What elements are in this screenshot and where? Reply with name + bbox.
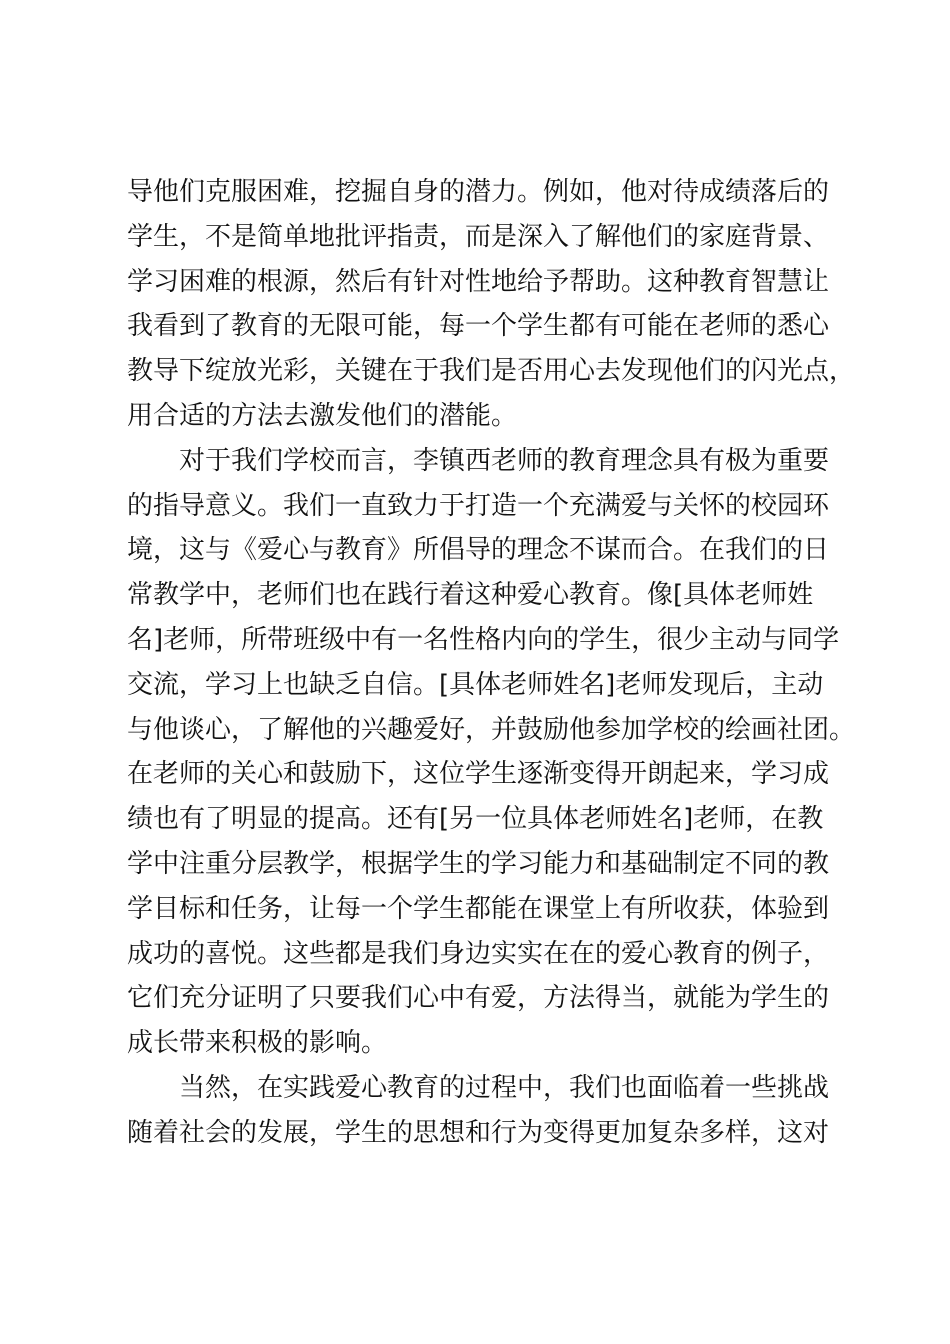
paragraph-3 (127, 1066, 837, 1156)
text-line: 成功的喜悦。这些都是我们身边实实在在的爱心教育的例子， (127, 938, 830, 969)
text-line: 学生，不是简单地批评指责，而是深入了解他们的家庭背景、 (127, 221, 830, 252)
text-line: 在老师的关心和鼓励下，这位学生逐渐变得开朗起来，学习成 (127, 759, 830, 790)
text-line: 的指导意义。我们一直致力于打造一个充满爱与关怀的校园环 (127, 490, 830, 521)
text-line: 教导下绽放光彩，关键在于我们是否用心去发现他们的闪光点， (127, 356, 856, 387)
text-line: 学中注重分层教学，根据学生的学习能力和基础制定不同的教 (127, 848, 830, 879)
text-line: 学习困难的根源，然后有针对性地给予帮助。这种教育智慧让 (127, 266, 830, 297)
text-line: 当然，在实践爱心教育的过程中，我们也面临着一些挑战 (179, 1072, 830, 1103)
text-line: 交流，学习上也缺乏自信。[具体老师姓名]老师发现后，主动 (127, 669, 824, 700)
text-line: 随着社会的发展，学生的思想和行为变得更加复杂多样，这对 (127, 1117, 830, 1148)
text-line: 我看到了教育的无限可能，每一个学生都有可能在老师的悉心 (127, 311, 830, 342)
text-line: 与他谈心，了解他的兴趣爱好，并鼓励他参加学校的绘画社团。 (127, 714, 856, 745)
text-line: 用合适的方法去激发他们的潜能。 (127, 400, 518, 431)
text-line: 成长带来积极的影响。 (127, 1028, 388, 1059)
paragraph-2 (127, 439, 856, 1066)
text-line: 学目标和任务，让每一个学生都能在课堂上有所收获，体验到 (127, 893, 830, 924)
document-body (127, 170, 856, 1156)
text-line: 它们充分证明了只要我们心中有爱，方法得当，就能为学生的 (127, 983, 830, 1014)
text-line: 导他们克服困难，挖掘自身的潜力。例如，他对待成绩落后的 (127, 177, 830, 207)
paragraph-1 (127, 170, 856, 439)
text-line: 常教学中，老师们也在践行着这种爱心教育。像[具体老师姓 (127, 580, 814, 611)
text-line: 境，这与《爱心与教育》所倡导的理念不谋而合。在我们的日 (127, 535, 830, 566)
text-line: 名]老师，所带班级中有一名性格内向的学生，很少主动与同学 (127, 624, 840, 655)
text-line: 绩也有了明显的提高。还有[另一位具体老师姓名]老师，在教 (127, 804, 824, 835)
text-line: 对于我们学校而言，李镇西老师的教育理念具有极为重要 (179, 445, 830, 476)
